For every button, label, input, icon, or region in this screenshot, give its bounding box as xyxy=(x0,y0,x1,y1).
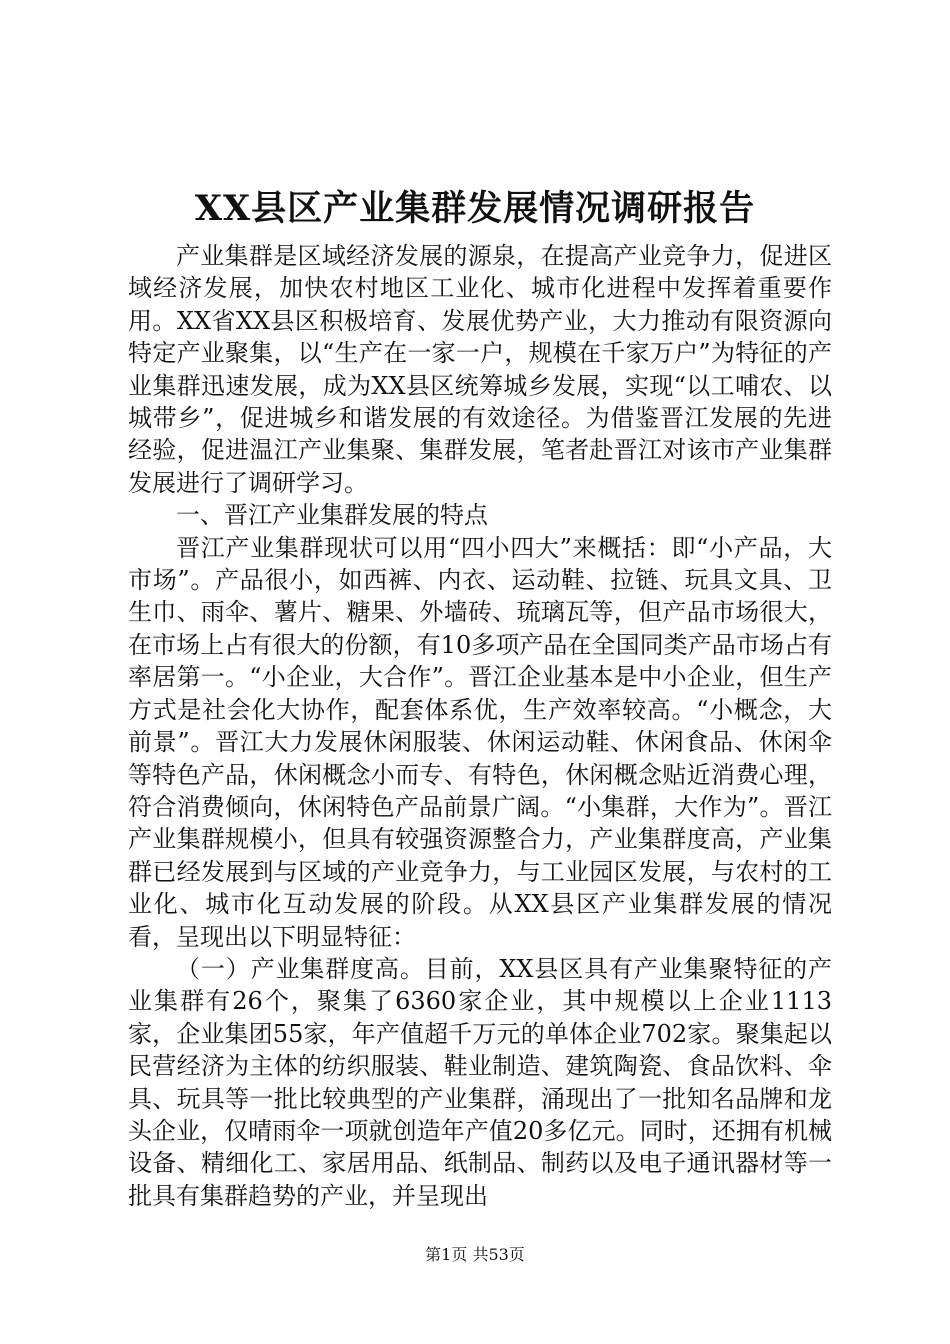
section-heading: 一、晋江产业集群发展的特点 xyxy=(176,501,488,530)
paragraph-cluster-degree: （一）产业集群度高。目前，XX县区具有产业集聚特征的产业集群有26个，聚集了6360家企业，其中规模以上企业1113家，企业集团55家，年产值超千万元的单体企业702家。聚集起以民营经济为主体的纺织服装、鞋业制造、建筑陶瓷、食品饮料、伞具、玩具等一批比较典型的产业集群，涌现出了一批知名品牌和龙头企业，仅晴雨伞一项就创造年产值20多亿元。同时，还拥有机械设备、精细化工、家居用品、纸制品、制药以及电子通讯器材等一批具有集群趋势的产业，并呈现出 xyxy=(128,954,832,1210)
paragraph-characteristics: 晋江产业集群现状可以用“四小四大”来概括：即“小产品，大市场”。产品很小，如西裤、内衣、运动鞋、拉链、玩具文具、卫生巾、雨伞、薯片、糖果、外墙砖、琉璃瓦等，但产品市场很大，在市场上占有很大的份额，有10多项产品在全国同类产品市场占有率居第一。“小企业，大合作”。晋江企业基本是中小企业，但生产方式是社会化大协作，配套体系优，生产效率较高。“小概念，大前景”。晋江大力发展休闲服装、休闲运动鞋、休闲食品、休闲伞等特色产品，休闲概念小而专、有特色，休闲概念贴近消费心理，符合消费倾向，休闲特色产品前景广阔。“小集群，大作为”。晋江产业集群规模小，但具有较强资源整合力，产业集群度高，产业集群已经发展到与区域的产业竞争力，与工业园区发展，与农村的工业化、城市化互动发展的阶段。从XX县区产业集群发展的情况看，呈现出以下明显特征： xyxy=(128,533,832,951)
document-body xyxy=(128,240,832,1212)
paragraph-intro: 产业集群是区域经济发展的源泉，在提高产业竞争力，促进区域经济发展，加快农村地区工业化、城市化进程中发挥着重要作用。XX省XX县区积极培育、发展优势产业，大力推动有限资源向特定产业聚集，以“生产在一家一户，规模在千家万户”为特征的产业集群迅速发展，成为XX县区统筹城乡发展，实现“以工哺农、以城带乡”，促进城乡和谐发展的有效途径。为借鉴晋江发展的先进经验，促进温江产业集聚、集群发展，笔者赴晋江对该市产业集群发展进行了调研学习。 xyxy=(128,242,832,497)
document-title: XX县区产业集群发展情况调研报告 xyxy=(194,188,756,229)
page-footer: 第1页 共53页 xyxy=(425,1245,525,1264)
